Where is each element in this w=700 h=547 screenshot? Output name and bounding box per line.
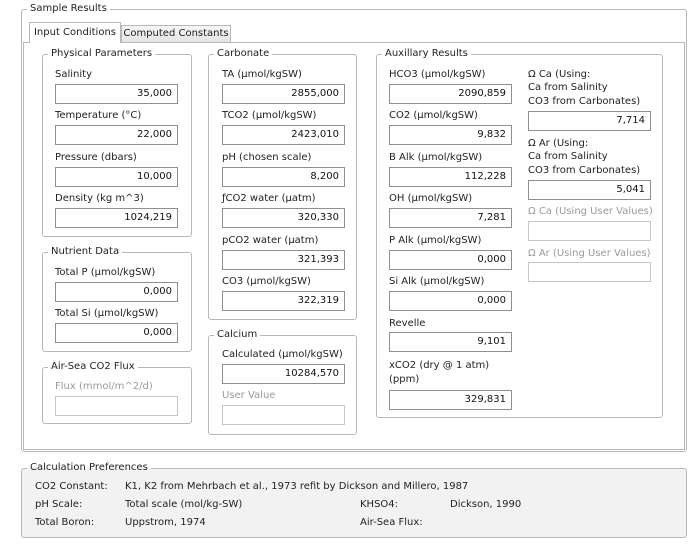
air-sea-flux-pref-label: Air-Sea Flux: (360, 517, 423, 528)
ph-scale-label: pH Scale: (35, 499, 83, 510)
calcium-user-label: User Value (222, 390, 276, 401)
omega-ca-field[interactable]: 7,714 (528, 111, 651, 131)
total-si-field[interactable]: 0,000 (55, 323, 178, 343)
calcium-calculated-field[interactable]: 10284,570 (222, 364, 345, 384)
si-alk-field[interactable]: 0,000 (389, 291, 512, 311)
p-alk-field[interactable]: 0,000 (389, 250, 512, 270)
calcium-user-field[interactable] (222, 405, 345, 425)
salinity-field[interactable]: 35,000 (55, 84, 178, 104)
xco2-label: xCO2 (dry @ 1 atm) (389, 360, 490, 371)
temperature-field[interactable]: 22,000 (55, 125, 178, 145)
b-alk-label: B Alk (µmol/kgSW) (389, 152, 483, 163)
pressure-field[interactable]: 10,000 (55, 167, 178, 187)
flux-label: Flux (mmol/m^2/d) (55, 381, 153, 392)
revelle-field[interactable]: 9,101 (389, 332, 512, 352)
tco2-field[interactable]: 2423,010 (222, 125, 345, 145)
co2-constant-label: CO2 Constant: (35, 481, 108, 492)
total-boron-label: Total Boron: (35, 517, 95, 528)
ta-field[interactable]: 2855,000 (222, 84, 345, 104)
omega-ca-label-line2: Ca from Salinity (528, 82, 608, 93)
ph-label: pH (chosen scale) (222, 152, 312, 163)
ta-label: TA (µmol/kgSW) (222, 69, 302, 80)
density-label: Density (kg m^3) (55, 193, 144, 204)
temperature-label: Temperature (°C) (55, 110, 142, 121)
carbonate-title: Carbonate (217, 48, 270, 59)
total-p-label: Total P (µmol/kgSW) (55, 267, 156, 278)
xco2-unit-label: (ppm) (389, 374, 420, 385)
fco2-field[interactable]: 320,330 (222, 208, 345, 228)
salinity-label: Salinity (55, 69, 92, 80)
p-alk-label: P Alk (µmol/kgSW) (389, 235, 482, 246)
pco2-field[interactable]: 321,393 (222, 250, 345, 270)
nutrient-data-title: Nutrient Data (51, 246, 120, 257)
calculation-preferences-title: Calculation Preferences (30, 462, 148, 473)
omega-ca-label: Ω Ca (Using: (528, 69, 591, 80)
omega-ar-label-line2: Ca from Salinity (528, 151, 608, 162)
omega-ca-user-field[interactable] (528, 221, 651, 241)
co2-label: CO2 (µmol/kgSW) (389, 110, 478, 121)
tab-input-conditions[interactable]: Input Conditions (29, 22, 121, 43)
si-alk-label: Si Alk (µmol/kgSW) (389, 276, 485, 287)
b-alk-field[interactable]: 112,228 (389, 167, 512, 187)
omega-ca-label-line3: CO3 from Carbonates) (528, 96, 641, 107)
omega-ca-user-label: Ω Ca (Using User Values) (528, 206, 653, 217)
hco3-label: HCO3 (µmol/kgSW) (389, 69, 486, 80)
co3-label: CO3 (µmol/kgSW) (222, 276, 311, 287)
omega-ar-field[interactable]: 5,041 (528, 180, 651, 200)
co2-field[interactable]: 9,832 (389, 125, 512, 145)
tco2-label: TCO2 (µmol/kgSW) (222, 110, 317, 121)
khso4-value: Dickson, 1990 (450, 499, 522, 510)
khso4-label: KHSO4: (360, 499, 399, 510)
revelle-label: Revelle (389, 318, 426, 329)
pressure-label: Pressure (dbars) (55, 152, 137, 163)
calculation-preferences-group (21, 462, 687, 538)
flux-field[interactable] (55, 396, 178, 416)
pco2-label: pCO2 water (µatm) (222, 235, 319, 246)
calcium-calculated-label: Calculated (µmol/kgSW) (222, 349, 343, 360)
oh-field[interactable]: 7,281 (389, 208, 512, 228)
oh-label: OH (µmol/kgSW) (389, 193, 473, 204)
ph-scale-value: Total scale (mol/kg-SW) (125, 499, 243, 510)
co2-constant-value: K1, K2 from Mehrbach et al., 1973 refit by Dickson and Millero, 1987 (125, 481, 469, 492)
omega-ar-user-field[interactable] (528, 262, 651, 282)
co3-field[interactable]: 322,319 (222, 291, 345, 311)
total-boron-value: Uppstrom, 1974 (125, 517, 206, 528)
ph-field[interactable]: 8,200 (222, 167, 345, 187)
xco2-field[interactable]: 329,831 (389, 390, 512, 410)
total-p-field[interactable]: 0,000 (55, 282, 178, 302)
sample-results-title: Sample Results (30, 3, 107, 14)
hco3-field[interactable]: 2090,859 (389, 84, 512, 104)
fco2-label: ƒCO2 water (µatm) (222, 193, 316, 204)
air-sea-flux-title: Air-Sea CO2 Flux (51, 361, 135, 372)
tab-computed-constants[interactable]: Computed Constants (121, 25, 231, 42)
density-field[interactable]: 1024,219 (55, 208, 178, 228)
omega-ar-label-line3: CO3 from Carbonates) (528, 165, 641, 176)
omega-ar-user-label: Ω Ar (Using User Values) (528, 248, 651, 259)
total-si-label: Total Si (µmol/kgSW) (55, 308, 159, 319)
auxiliary-results-title: Auxillary Results (385, 48, 468, 59)
calcium-title: Calcium (217, 329, 258, 340)
physical-parameters-title: Physical Parameters (51, 48, 153, 59)
omega-ar-label: Ω Ar (Using: (528, 138, 589, 149)
